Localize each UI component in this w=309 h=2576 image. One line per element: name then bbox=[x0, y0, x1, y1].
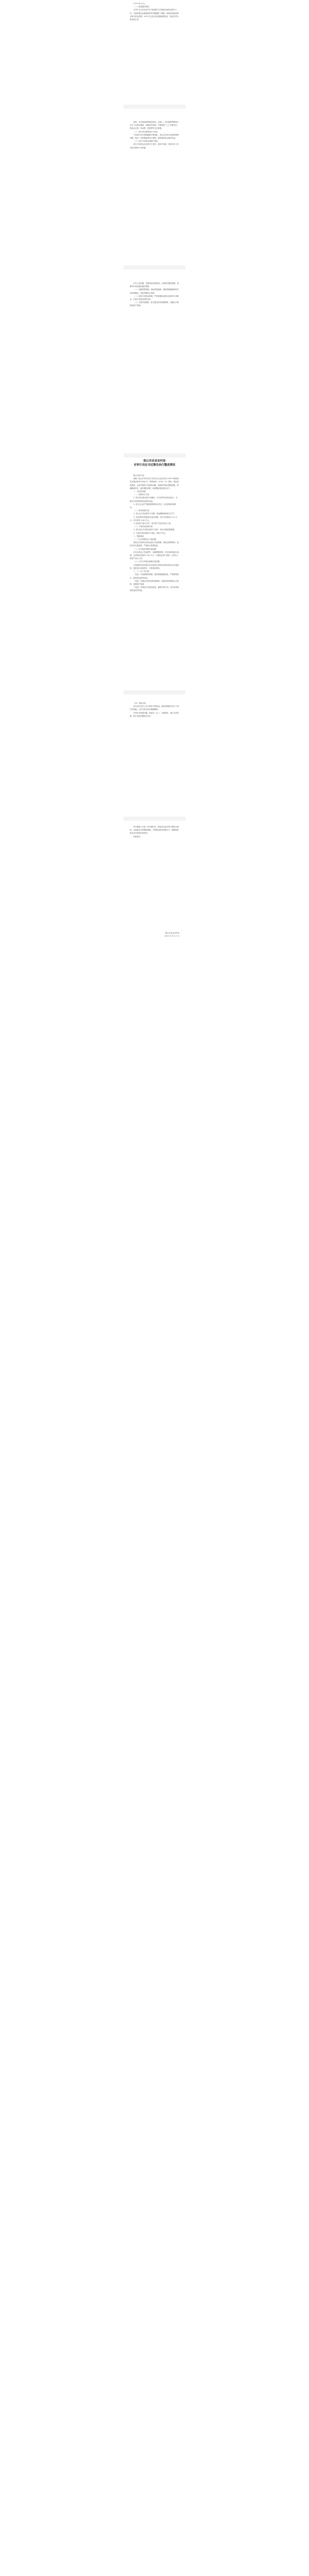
paragraph: （二）规范专项资金管理，严格按照规定拨付和使用专项资金，开展专项资金绩效评价。 bbox=[130, 295, 179, 301]
page-separator bbox=[124, 453, 185, 457]
paragraph: 2170.98 万元。 bbox=[133, 3, 147, 5]
paragraph: （二）财务管理方面 bbox=[133, 510, 149, 512]
page-separator bbox=[124, 690, 185, 694]
paragraph: 1. 部分农业专项资金拨付不及时，项目实施进度缓慢。 bbox=[133, 529, 176, 531]
signature-block bbox=[148, 931, 179, 938]
paragraph: 二是进一步健全完善内部控制制度，规范财务管理和会计核算，加强资产管理。 bbox=[130, 580, 179, 585]
page-separator bbox=[124, 265, 185, 269]
paragraph: 对审计发现的问题，我局举一反三，全面排查，建立长效机制，防止类似问题再次发生。 bbox=[130, 711, 179, 717]
paragraph: （三）部分专项资金管理不规范 bbox=[133, 140, 158, 143]
paragraph: 审计整改工作是一项长期任务，我局将以此次审计整改为契机，认真落实各项整改措施，不断提高财务管理水平，确保财政资金安全规范有效使用。 bbox=[130, 826, 179, 835]
report-title-line1: 保山市农业农村局 bbox=[143, 460, 166, 463]
paragraph: 2. 个别项目验收程序不规范，资料不齐全。 bbox=[133, 532, 167, 534]
report-body bbox=[124, 473, 185, 689]
section-mid-2 bbox=[124, 281, 185, 451]
page-separator bbox=[124, 105, 185, 109]
paragraph: （三）针对专项资金管理方面问题 bbox=[133, 561, 160, 563]
report-title-line2: 对审计决定书反馈告执行整改情况 bbox=[133, 464, 176, 467]
paragraph: （二）推进落实情况 bbox=[133, 6, 149, 8]
paragraph: 特此报告。 bbox=[133, 835, 142, 838]
paragraph: 国家、省市财政政策落实情况。各部门、单位能够贯彻执行中央八项规定精神，加强财务管理，严格控制“三公”经费支出，规范会议费、培训费、差旅费等支出管理。 bbox=[130, 121, 179, 130]
paragraph: （一）加强预算管理，细化预算编制，提高预算编制的科学性和准确性，加快预算执行进度。 bbox=[130, 289, 179, 294]
paragraph: 已督促相关科室和项目实施单位加快资金拨付和项目实施进度，规范项目验收程序，完善验收资料。 bbox=[130, 564, 179, 569]
report-continued bbox=[124, 701, 185, 814]
paragraph: 补充完善会计凭证附件，加强票据审核；对往来款项进行清理，已清理应收款项 3.50 万元；开展固定资产清查，已将未入账资产登记入账。 bbox=[130, 551, 179, 560]
paragraph: 个别单位存在预算编制不够细化、项目支出执行进度较慢等问题，需进一步加强预算执行管理，提高财政资金使用效益。 bbox=[130, 133, 179, 140]
paragraph: 二、整改情况 bbox=[133, 535, 144, 537]
paragraph: 一、存在的问题 bbox=[133, 490, 146, 493]
paragraph: 2. 往来款项长期挂账未及时清理，其中应收款项 5.23 万元、应付款项 2.60 万元。 bbox=[130, 516, 178, 521]
paragraph: 针对上述问题，县财政局高度重视，认真研究整改措施，按照审计意见逐条落实整改。 bbox=[130, 282, 179, 288]
paragraph: （三）专项资金管理方面 bbox=[133, 526, 153, 528]
paragraph: 一是进一步加强预算管理，提高预算编制质量，严格预算执行，提高资金使用效益。 bbox=[130, 573, 179, 579]
paragraph: 部分专项资金存在拨付不及时、使用不规范、绩效评价工作开展不够深入等问题。 bbox=[130, 143, 179, 149]
paragraph: 3. 固定资产账实不符，部分资产未及时登记入账。 bbox=[133, 522, 173, 525]
page-separator bbox=[124, 817, 185, 821]
paragraph: 1. 部分项目资金执行率偏低，年末结转结余资金较大，未能充分发挥财政资金使用效益。 bbox=[130, 497, 178, 502]
paragraph: 2. 部分支出未严格按照预算科目列支，存在调剂使用情况。 bbox=[130, 503, 176, 509]
paragraph: 1. 部分会计凭证附件不完整，原始票据审核把关不严。 bbox=[133, 513, 176, 515]
paragraph: 三、下一步工作打算 bbox=[133, 570, 149, 573]
section-mid-1 bbox=[124, 120, 185, 264]
paragraph: 保山市审计局： bbox=[133, 474, 146, 477]
paragraph: （一）预算执行方面 bbox=[133, 494, 149, 496]
paragraph: （四）其他方面 bbox=[133, 702, 146, 704]
paragraph: （一）针对预算执行方面问题 bbox=[133, 538, 157, 541]
paragraph: 部分单位存在公务卡使用不够规范、政府采购程序执行不到位等问题，已责令相关单位限期整改。 bbox=[130, 705, 179, 711]
paragraph: （三）完善内控制度，建立健全财务管理制度，加强会计核算和资产管理。 bbox=[130, 301, 179, 307]
paragraph: （二）针对财务管理方面问题 bbox=[133, 548, 157, 550]
report-closing bbox=[124, 824, 185, 927]
top-fragment bbox=[124, 1, 185, 104]
paragraph: 2014 年已经完成中央“营改增”试点财政补助资金拨付工作，为营改增企业减轻税负等问题提供了保障，按照市财政局要求进行资金清理。2015 年已经完成县级税费返还，保证县乡经费运转正常。 bbox=[130, 9, 179, 21]
signature-date: 2019 年 9 月 1 日 bbox=[164, 935, 179, 938]
paragraph: 我局已对结转结余资金进行全面清理，按规定统筹使用，加快项目实施进度，严格执行预算批复。 bbox=[130, 541, 179, 547]
signature-org: 保山市农业农村局 bbox=[165, 932, 179, 934]
paragraph: 三是进一步强化专项资金监管，确保专款专用，切实发挥财政资金使用效益。 bbox=[130, 586, 179, 592]
paragraph: 根据《保山市审计局关于保山市农业农村局 2018 年度财务收支情况的审计决定书》（保审财决〔2019〕号）要求，我局高度重视，认真对照审计发现的问题，逐条研究制定整改措施，明确整改责任，落实整改时限。现将整改情况报告如下： bbox=[130, 478, 179, 489]
document-page bbox=[124, 0, 185, 2576]
paragraph: （二）部分单位预算执行不到位 bbox=[133, 130, 158, 133]
